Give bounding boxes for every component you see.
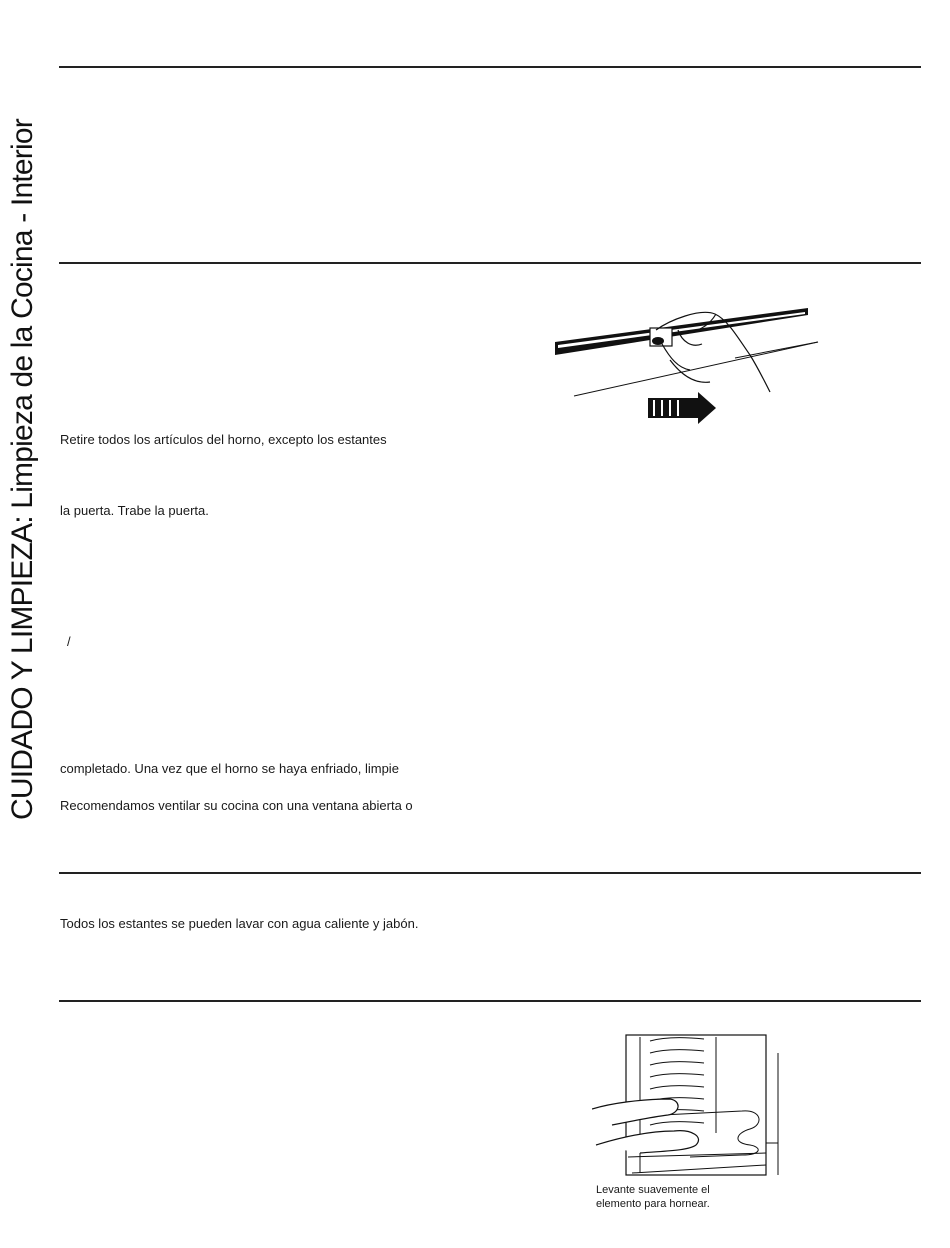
body-text-fragment: / xyxy=(67,634,71,649)
body-text-line: la puerta. Trabe la puerta. xyxy=(60,503,209,518)
section-divider-4 xyxy=(59,1000,921,1002)
section-divider-3 xyxy=(59,872,921,874)
section-divider-1 xyxy=(59,66,921,68)
figure-caption-line: elemento para hornear. xyxy=(596,1198,710,1210)
section-side-title: CUIDADO Y LIMPIEZA: Limpieza de la Cocina - Interior xyxy=(6,119,39,820)
figure-caption-line: Levante suavemente el xyxy=(596,1184,710,1196)
figure-caption xyxy=(596,1183,710,1211)
body-text-line: Retire todos los artículos del horno, excepto los estantes xyxy=(60,432,387,447)
section-divider-2 xyxy=(59,262,921,264)
body-text-line: Todos los estantes se pueden lavar con agua caliente y jabón. xyxy=(60,916,419,931)
body-text-line: completado. Una vez que el horno se haya enfriado, limpie xyxy=(60,761,399,776)
door-latch-illustration xyxy=(550,300,825,430)
body-text-line: Recomendamos ventilar su cocina con una ventana abierta o xyxy=(60,798,413,813)
bake-element-illustration xyxy=(592,1033,782,1178)
